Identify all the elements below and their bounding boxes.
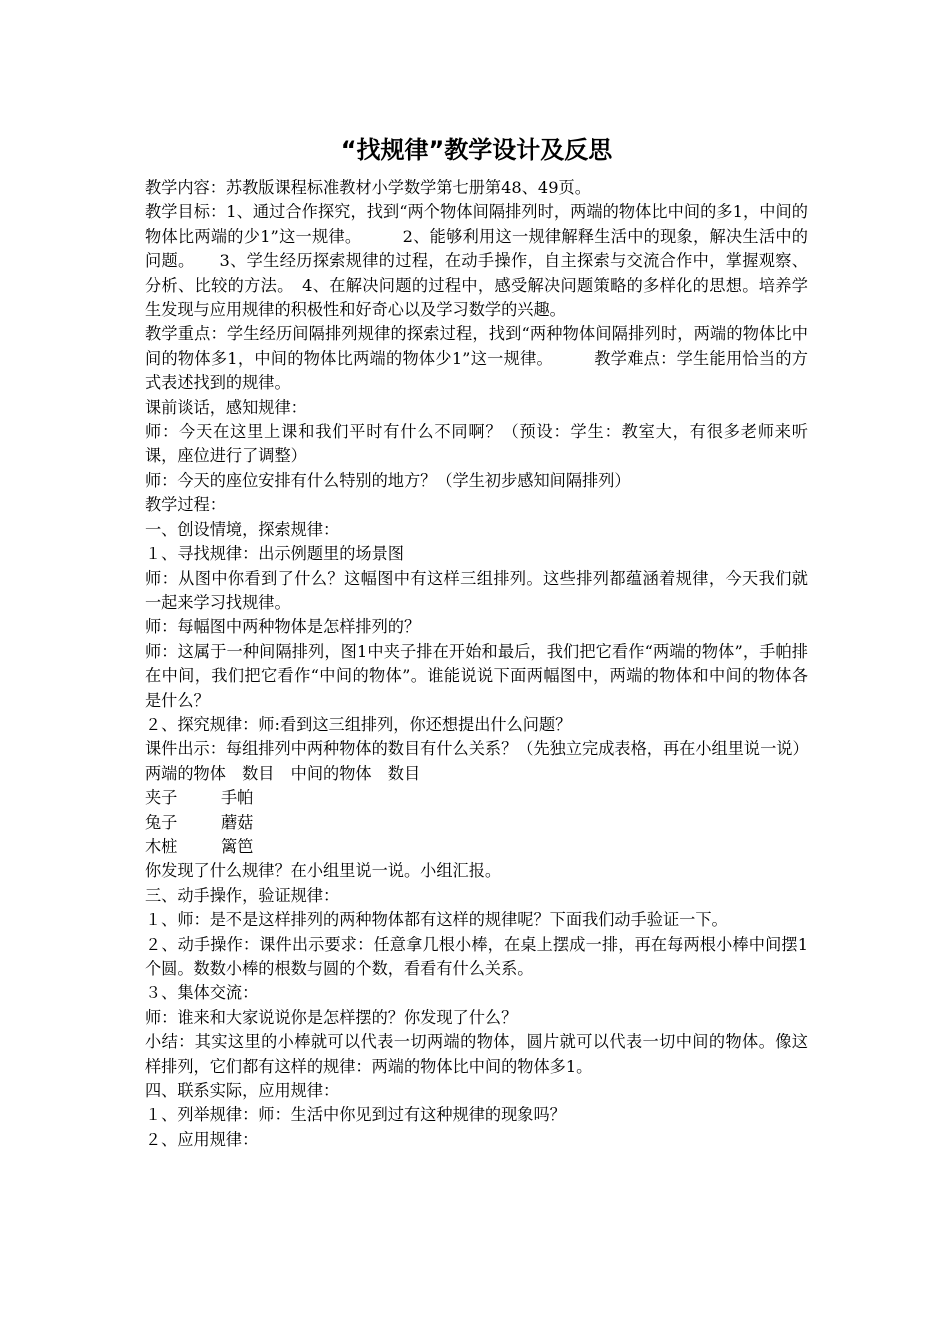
paragraph: 师：每幅图中两种物体是怎样排列的？ — [145, 617, 421, 637]
paragraph: １、列举规律：师：生活中你见到过有这种规律的现象吗？ — [145, 1105, 566, 1125]
paragraph: 师：今天在这里上课和我们平时有什么不同啊？（预设：学生：教室大，有很多老师来听课，座位进行了调整） — [145, 422, 808, 466]
paragraph: 三、动手操作，验证规律： — [145, 885, 340, 905]
document-title: “找规律”教学设计及反思 — [340, 136, 613, 164]
table-cell: 手帕 — [221, 788, 254, 808]
table-cell: 篱笆 — [221, 836, 254, 856]
paragraph: 师：从图中你看到了什么？这幅图中有这样三组排列。这些排列都蕴涵着规律，今天我们就一起来学习找规律。 — [145, 568, 808, 612]
table-cell: 兔子 — [145, 812, 178, 832]
paragraph: ３、集体交流： — [145, 983, 259, 1003]
table-cell: 夹子 — [145, 788, 178, 808]
paragraph: 教学过程： — [145, 495, 226, 515]
paragraph: 小结：其实这里的小棒就可以代表一切两端的物体，圆片就可以代表一切中间的物体。像这样排列，它们都有这样的规律：两端的物体比中间的物体多1。 — [145, 1032, 808, 1076]
paragraph: 四、联系实际，应用规律： — [145, 1081, 340, 1101]
paragraph: 师：谁来和大家说说你是怎样摆的？你发现了什么？ — [145, 1007, 518, 1027]
table-row — [145, 811, 808, 835]
table-row — [145, 786, 808, 810]
paragraph: 课前谈话，感知规律： — [145, 397, 307, 417]
paragraph: 你发现了什么规律？在小组里说一说。小组汇报。 — [145, 861, 502, 881]
paragraph: ２、探究规律：师:看到这三组排列，你还想提出什么问题？ — [145, 714, 572, 734]
paragraph: 师：今天的座位安排有什么特别的地方？（学生初步感知间隔排列） — [145, 470, 631, 490]
paragraph: １、师：是不是这样排列的两种物体都有这样的规律呢？下面我们动手验证一下。 — [145, 910, 728, 930]
paragraph: ２、动手操作：课件出示要求：任意拿几根小棒，在桌上摆成一排，再在每两根小棒中间摆1个圆。数数小棒的根数与圆的个数，看看有什么关系。 — [145, 934, 808, 978]
paragraph: 师：这属于一种间隔排列，图1中夹子排在开始和最后，我们把它看作“两端的物体”，手帕排在中间，我们把它看作“中间的物体”。谁能说说下面两幅图中，两端的物体和中间的物体各是什么？ — [145, 641, 808, 710]
table-row — [145, 835, 808, 859]
paragraph: 教学目标：1、通过合作探究，找到“两个物体间隔排列时，两端的物体比中间的多1，中间的物体比两端的少1”这一规律。 2、能够利用这一规律解释生活中的现象，解决生活中的问题。 3、学生经历探索规律的过程，在动手操作，自主探索与交流合作中，掌握观察、分析、比较的方法。 4、在解决问题的过程中，感受解决问题策略的多样化的思想。培养学生发现与应用规律的积极性和好奇心以及学习数学的兴趣。 — [145, 202, 808, 320]
paragraph: 教学内容：苏教版课程标准教材小学数学第七册第48、49页。 — [145, 178, 591, 197]
paragraph: 一、创设情境，探索规律： — [145, 519, 340, 539]
paragraph: 教学重点：学生经历间隔排列规律的探索过程，找到“两种物体间隔排列时，两端的物体比中间的物体多1，中间的物体比两端的物体少1”这一规律。 教学难点：学生能用恰当的方式表述找到的规律。 — [145, 324, 808, 393]
table-cell: 蘑菇 — [221, 812, 254, 832]
table-cell: 木桩 — [145, 836, 178, 856]
paragraph: 课件出示：每组排列中两种物体的数目有什么关系？（先独立完成表格，再在小组里说一说） — [145, 739, 809, 759]
document-page — [145, 128, 808, 1152]
paragraph: ２、应用规律： — [145, 1129, 259, 1149]
paragraph: １、寻找规律：出示例题里的场景图 — [145, 544, 404, 564]
table-header: 两端的物体 数目 中间的物体 数目 — [145, 763, 421, 783]
